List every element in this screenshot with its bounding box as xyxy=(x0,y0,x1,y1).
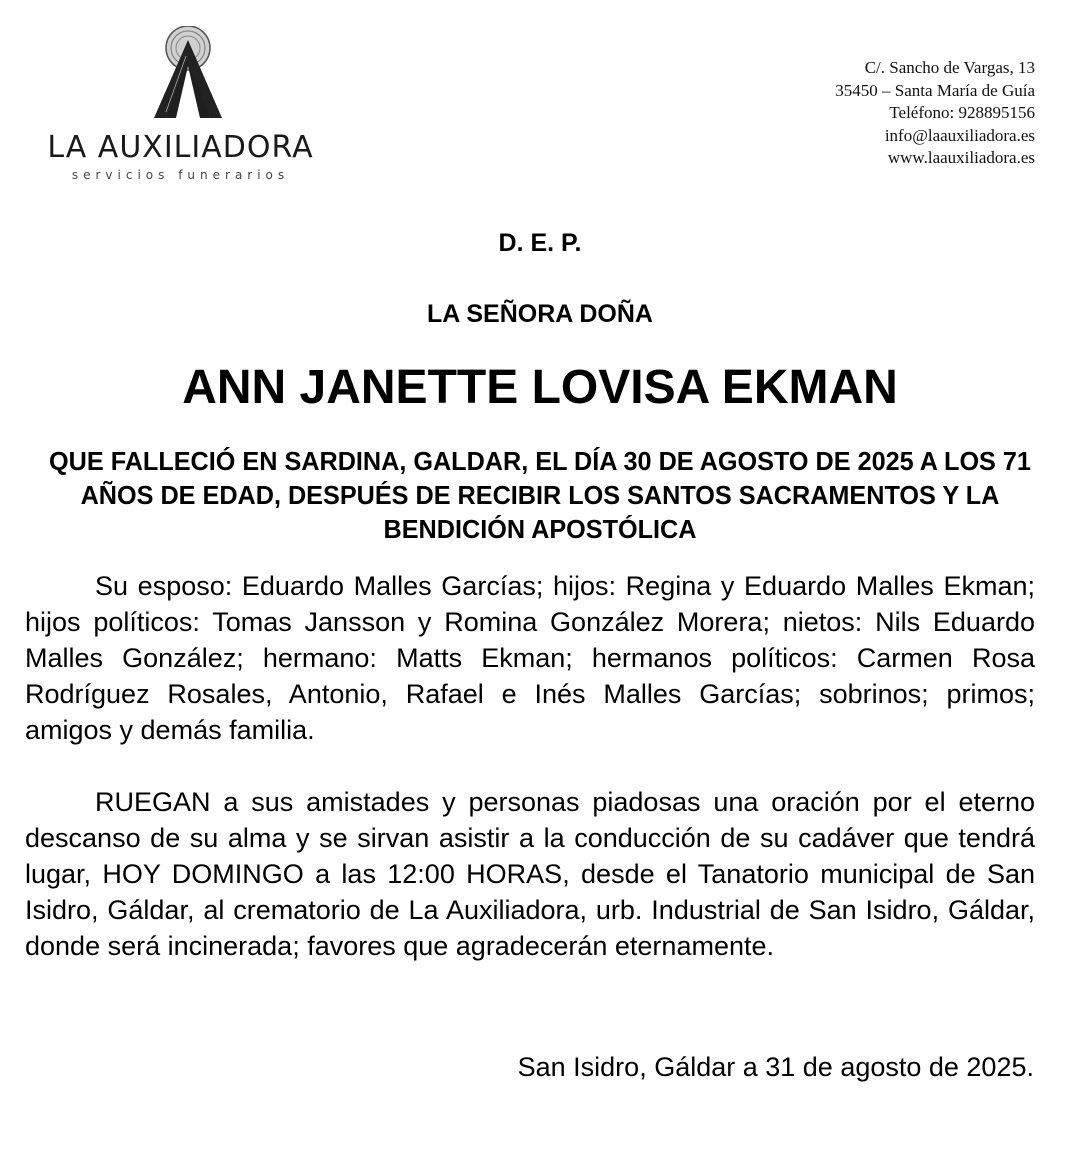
address-line-2: 35450 – Santa María de Guía xyxy=(835,80,1035,100)
honorific-title: LA SEÑORA DOÑA xyxy=(427,300,653,328)
logo-tagline: servicios funerarios xyxy=(71,168,290,182)
email-link[interactable]: info@laauxiliadora.es xyxy=(884,125,1035,145)
phone: Teléfono: 928895156 xyxy=(889,103,1035,122)
request-paragraph: RUEGAN a sus amistades y personas piadosas una oración por el eterno descanso de su alma y se sirvan asistir a la conducción de su cadáver que tendrá lugar, HOY DOMINGO a las 12:00 HORAS, desde el Tanatorio municipal de San Isidro, Gáldar, al crematorio de La Auxiliadora, urb. Industrial de San Isidro, Gáldar, donde será incinerada; favores que agradecerán eternamente. xyxy=(25,787,1035,961)
website-link[interactable]: www.laauxiliadora.es xyxy=(887,148,1035,167)
family-paragraph: Su esposo: Eduardo Malles Garcías; hijos: Regina y Eduardo Malles Ekman; hijos políticos: Tomas Jansson y Romina González Morera; nietos: Nils Eduardo Malles González; hermano: Matts Ekman; hermanos políticos: Carmen Rosa Rodríguez Rosales, Antonio, Rafael e Inés Malles Garcías; sobrinos; primos; amigos y demás familia. xyxy=(25,571,1035,745)
place-date-signoff: San Isidro, Gáldar a 31 de agosto de 2025. xyxy=(517,1052,1034,1082)
a-roof-with-circle-logo-icon xyxy=(136,26,236,122)
company-logo xyxy=(18,26,343,186)
contact-block xyxy=(835,57,1035,170)
deceased-name: ANN JANETTE LOVISA EKMAN xyxy=(182,361,898,414)
logo-wordmark: LA AUXILIADORA xyxy=(47,130,314,165)
address-line-1: C/. Sancho de Vargas, 13 xyxy=(864,58,1035,77)
death-details: QUE FALLECIÓ EN SARDINA, GALDAR, EL DÍA 30 DE AGOSTO DE 2025 A LOS 71 AÑOS DE EDAD, DESPUÉS DE RECIBIR LOS SANTOS SACRAMENTOS Y LA BENDICIÓN APOSTÓLICA xyxy=(49,446,1031,544)
dep-heading: D. E. P. xyxy=(498,229,582,257)
